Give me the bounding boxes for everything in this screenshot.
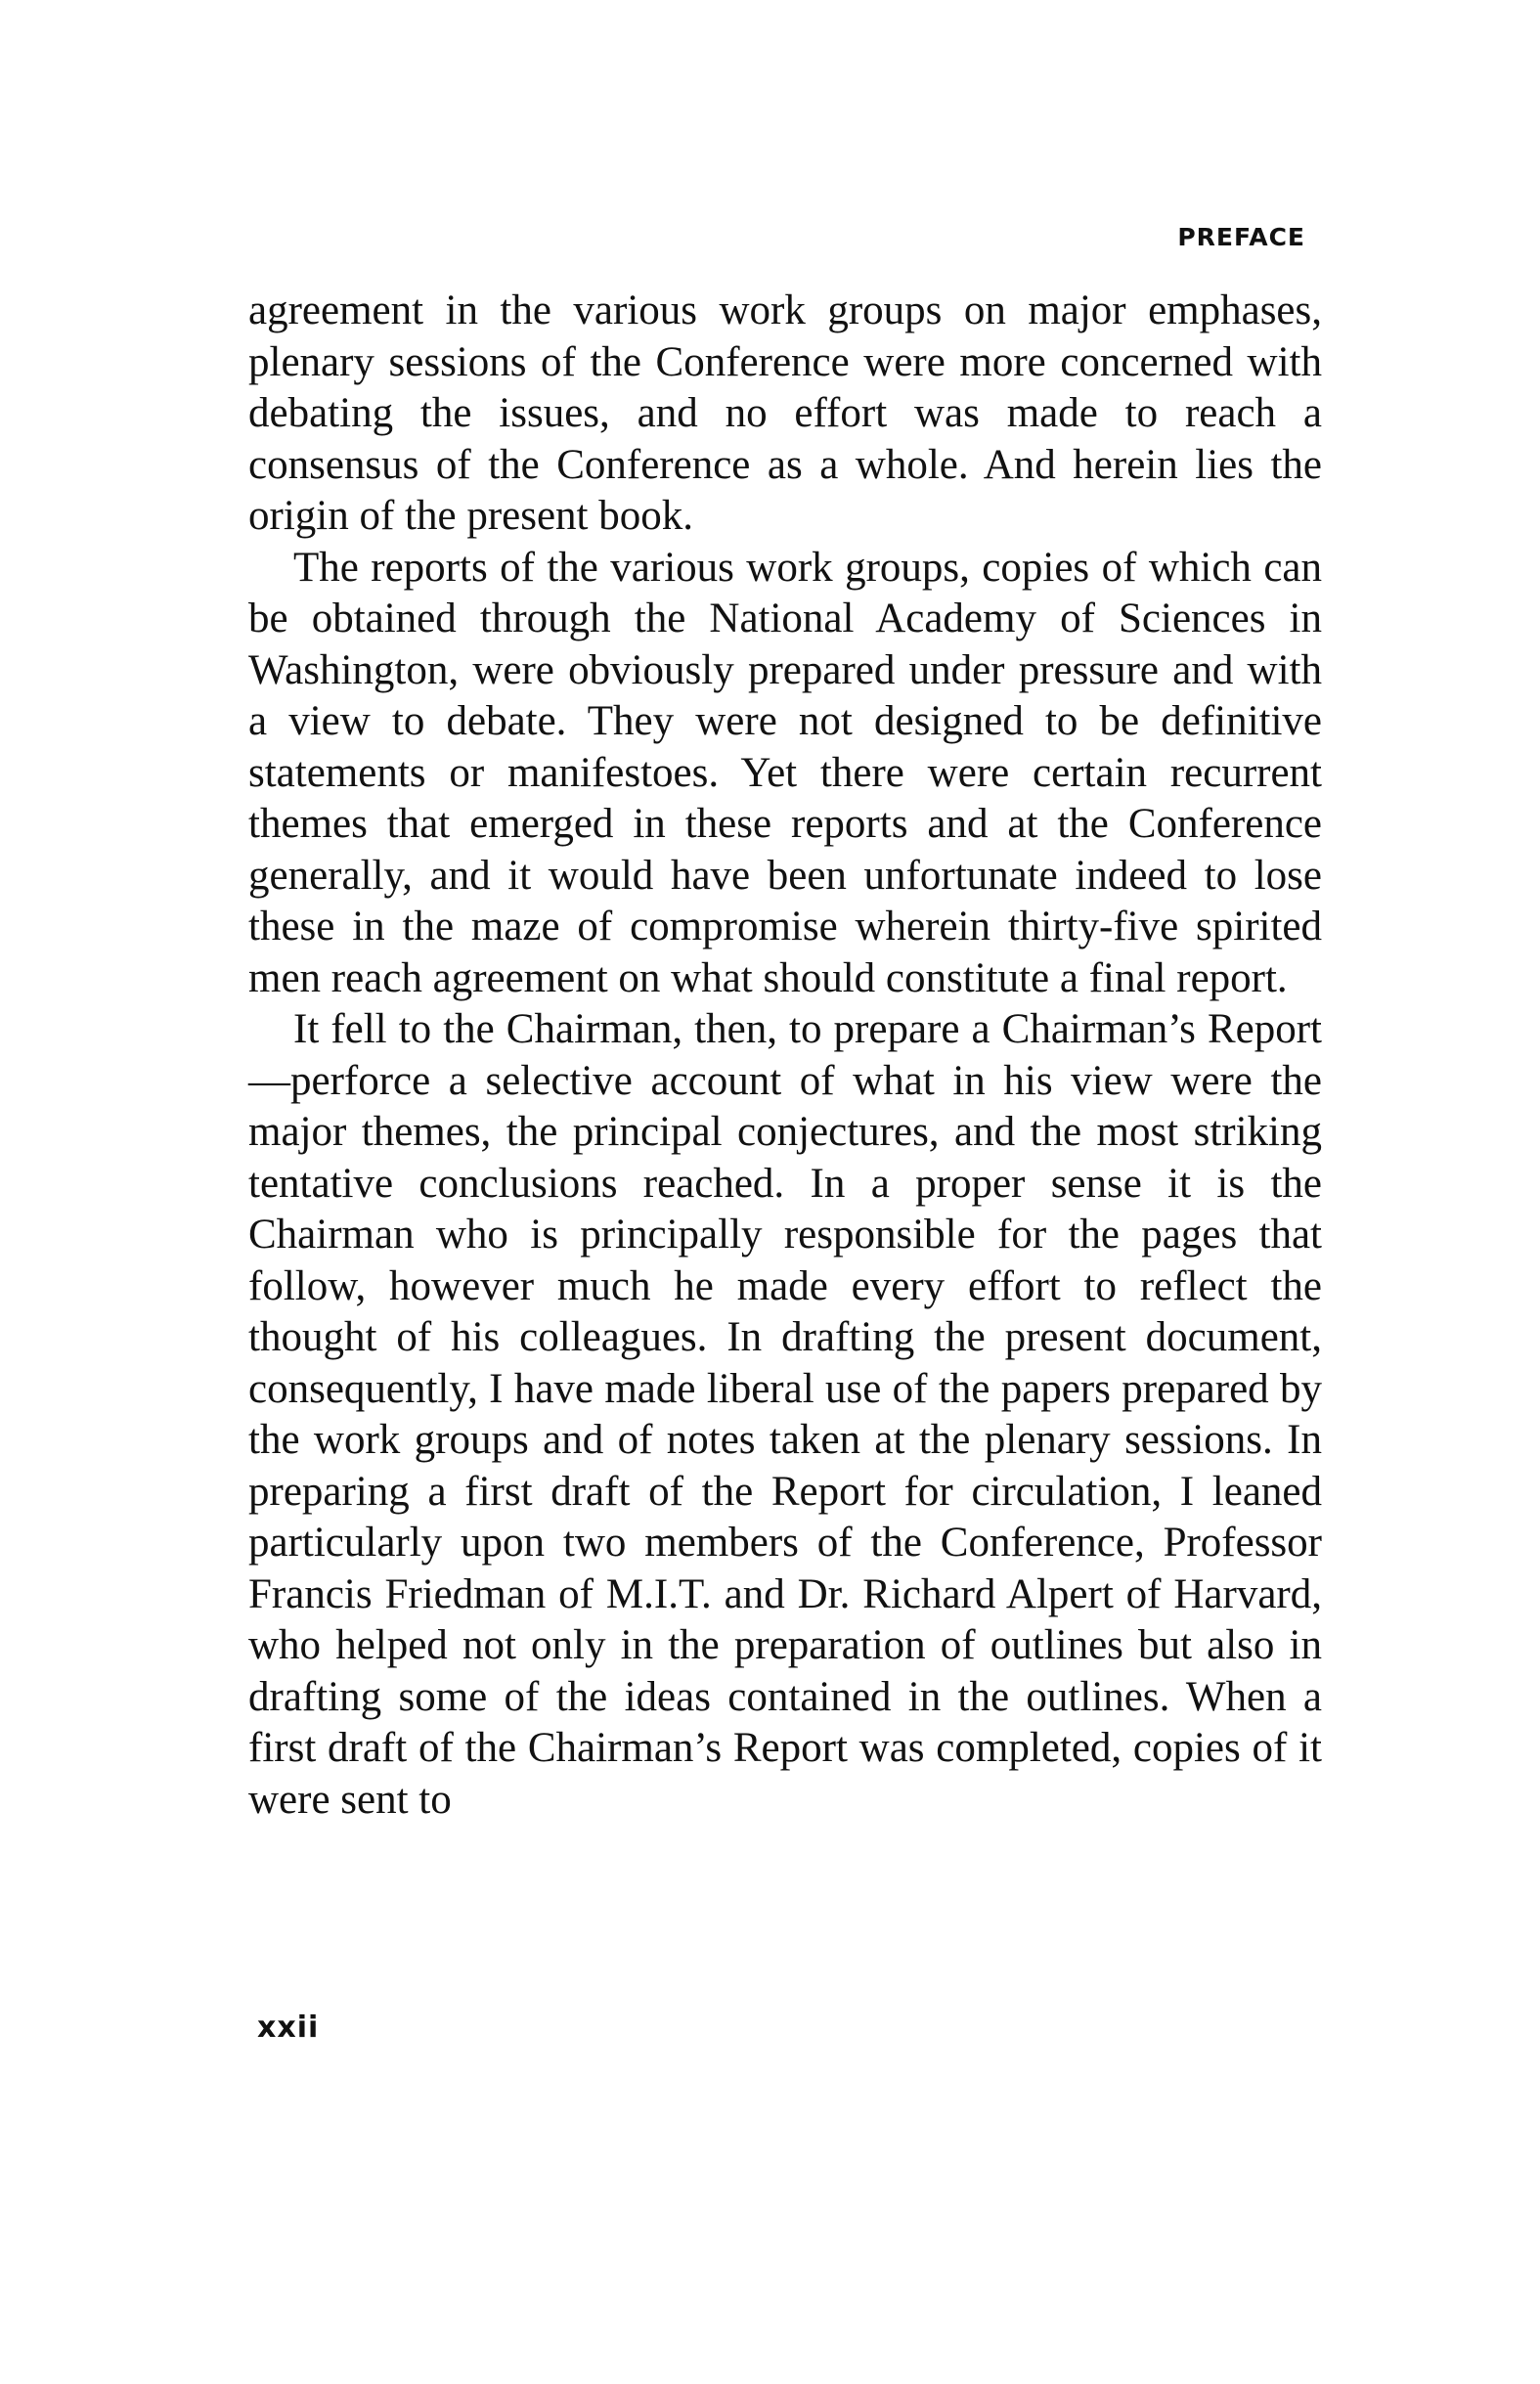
body-text bbox=[248, 286, 1322, 1826]
paragraph: The reports of the various work groups, copies of which can be obtained through the National Academy of Sciences in Washington, were obviously prepared under pressure and with a view to debate. They were not designed to be definitive statements or manifestoes. Yet there were certain recurrent themes that emerged in these reports and at the Conference generally, and it would have been unfortunate indeed to lose these in the maze of compromise wherein thirty-five spirited men reach agreement on what should constitute a final report. bbox=[248, 544, 1322, 1001]
paragraph: It fell to the Chairman, then, to prepare a Chairman’s Report—perforce a selective account of what in his view were the major themes, the principal conjectures, and the most striking tentative conclusions reached. In a proper sense it is the Chairman who is principally responsible for the pages that follow, however much he made every effort to reflect the thought of his colleagues. In drafting the present document, consequently, I have made liberal use of the papers prepared by the work groups and of notes taken at the plenary sessions. In preparing a first draft of the Report for circulation, I leaned particularly upon two members of the Conference, Professor Francis Friedman of M.I.T. and Dr. Richard Alpert of Harvard, who helped not only in the preparation of outlines but also in drafting some of the ideas contained in the outlines. When a first draft of the Chairman’s Report was completed, copies of it were sent to bbox=[248, 1006, 1322, 1823]
page-number: xxii bbox=[257, 2010, 320, 2045]
paragraph: agreement in the various work groups on major emphases, plenary sessions of the Conference were more concerned with debating the issues, and no effort was made to reach a consensus of the Conference as a whole. And herein lies the origin of the present book. bbox=[248, 287, 1322, 539]
running-head: PREFACE bbox=[1177, 223, 1305, 251]
